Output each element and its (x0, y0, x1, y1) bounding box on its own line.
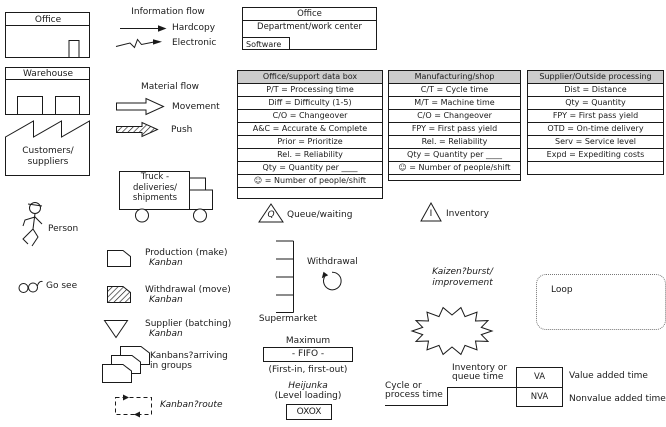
databox-row: Serv = Service level (528, 136, 663, 149)
databox-row: Qty = Quantity (528, 97, 663, 110)
va-nva-box (516, 367, 563, 407)
movement-arrow-icon (116, 97, 165, 116)
withdrawal-kanban-label: Withdrawal (move) (145, 285, 231, 295)
withdrawal-kanban-sublabel: Kanban (149, 295, 183, 305)
databox-row: FPY = First pass yield (389, 123, 520, 136)
supplier-kanban-sublabel: Kanban (149, 329, 183, 339)
nva-cell: NVA (530, 392, 549, 402)
databox-header: Office/support data box (238, 71, 382, 84)
heijunka-label: Heijunka (288, 381, 328, 391)
databox-row: C/T = Cycle time (389, 84, 520, 97)
push-label: Push (171, 125, 193, 135)
databox-row: OTD = On-time delivery (528, 123, 663, 136)
office-building-label: Office (34, 15, 62, 25)
production-kanban-icon (107, 250, 131, 267)
supplier-kanban-label: Supplier (batching) (145, 319, 232, 329)
withdrawal-kanban-icon (107, 286, 131, 303)
databox-filler (528, 162, 663, 174)
inventory-label: Inventory (446, 209, 489, 219)
production-kanban-sublabel: Kanban (149, 258, 183, 268)
databox-row: Expd = Expediting costs (528, 149, 663, 162)
hardcopy-arrow-icon (120, 24, 168, 33)
databox-row: C/O = Changeover (389, 110, 520, 123)
office-department-box-title: Office (243, 8, 376, 21)
supermarket-label: Supermarket (258, 314, 318, 324)
electronic-lightning-arrow-icon (116, 37, 166, 50)
office-department-box (242, 7, 377, 50)
software-tag: Software (242, 37, 290, 50)
databox-row: M/T = Machine time (389, 97, 520, 110)
queue-time-label: Inventory or queue time (452, 363, 508, 382)
supplier-outside-data-box (527, 70, 664, 175)
customers-suppliers-label-line2: suppliers (27, 157, 69, 167)
cycle-time-label: Cycle or process time (385, 381, 443, 400)
databox-header: Manufacturing/shop (389, 71, 520, 84)
fifo-sublabel: (First-in, first-out) (268, 365, 348, 375)
databox-filler (238, 188, 382, 198)
electronic-label: Electronic (172, 38, 217, 48)
inventory-symbol: I (429, 209, 433, 219)
nva-label: Nonvalue added time (569, 394, 666, 404)
truck-label: Truck - deliveries/ shipments (132, 172, 178, 203)
databox-header: Supplier/Outside processing (528, 71, 663, 84)
databox-filler (389, 175, 520, 180)
heijunka-sublabel: (Level loading) (274, 391, 342, 401)
queue-symbol: Q (267, 210, 275, 220)
office-support-data-box (237, 70, 383, 199)
databox-row: ☺ = Number of people/shift (238, 175, 382, 188)
push-arrow-icon (116, 121, 159, 138)
customers-suppliers-label-line1: Customers/ (22, 146, 74, 156)
databox-row: Rel. = Reliability (389, 136, 520, 149)
databox-row: Qty = Quantity per ____ (238, 162, 382, 175)
databox-row: Prior = Prioritize (238, 136, 382, 149)
withdrawal-label: Withdrawal (307, 257, 358, 267)
kanban-route-label: Kanban?route (160, 400, 223, 410)
warehouse-label: Warehouse (22, 69, 74, 79)
kaizen-label-line1: Kaizen?burst/ (432, 267, 493, 277)
supermarket-icon (275, 240, 295, 314)
hardcopy-label: Hardcopy (172, 23, 216, 33)
databox-row: A&C = Accurate & Complete (238, 123, 382, 136)
va-cell: VA (517, 368, 562, 388)
go-see-label: Go see (46, 281, 78, 291)
databox-row: Diff = Difficulty (1-5) (238, 97, 382, 110)
databox-row: C/O = Changeover (238, 110, 382, 123)
office-department-box-subtitle: Department/work center (257, 22, 362, 32)
withdrawal-loop-arrow-icon (320, 269, 344, 293)
kanban-group-label-line2: in groups (150, 361, 192, 371)
kanban-route-icon (110, 393, 158, 419)
kaizen-burst-icon (410, 305, 494, 357)
va-label: Value added time (569, 371, 648, 381)
movement-label: Movement (172, 102, 220, 112)
kanban-group-label-line1: Kanbans?arriving (150, 351, 228, 361)
databox-row: Dist = Distance (528, 84, 663, 97)
databox-row: Rel. = Reliability (238, 149, 382, 162)
kaizen-label-line2: improvement (432, 278, 493, 288)
supplier-kanban-icon (104, 320, 128, 338)
person-label: Person (48, 224, 79, 234)
production-kanban-label: Production (make) (145, 248, 228, 258)
information-flow-title: Information flow (131, 7, 205, 17)
loop-box (536, 274, 666, 330)
databox-row: ☺ = Number of people/shift (389, 162, 520, 175)
loop-label: Loop (551, 285, 573, 295)
fifo-lane-box: - FIFO - (263, 347, 353, 362)
fifo-maximum-label: Maximum (285, 336, 331, 346)
databox-row: FPY = First pass yield (528, 110, 663, 123)
go-see-glasses-icon (18, 277, 46, 294)
kanban-group-icon (102, 346, 152, 388)
databox-row: Qty = Quantity per ____ (389, 149, 520, 162)
queue-label: Queue/waiting (287, 210, 353, 220)
manufacturing-shop-data-box (388, 70, 521, 181)
material-flow-title: Material flow (141, 82, 199, 92)
databox-row: P/T = Processing time (238, 84, 382, 97)
heijunka-box: OXOX (286, 404, 332, 420)
